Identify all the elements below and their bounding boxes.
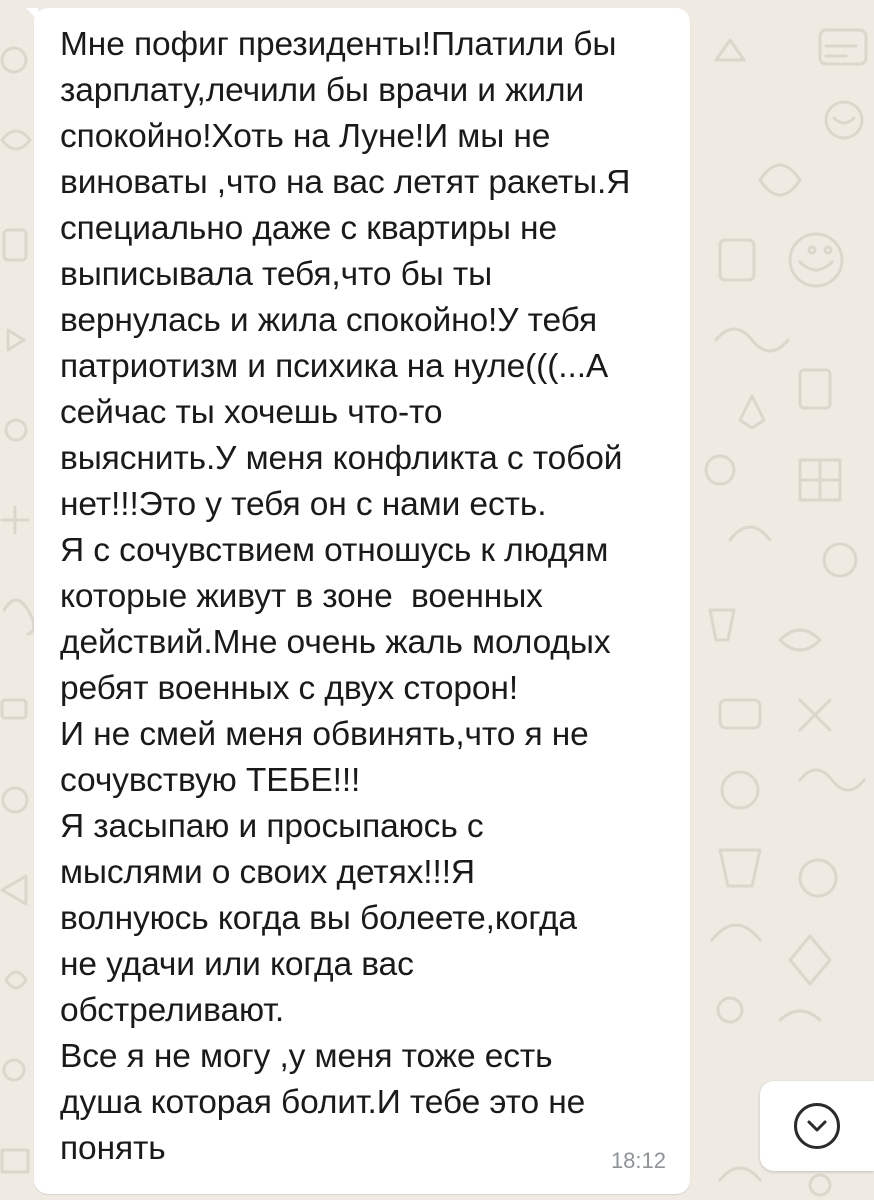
message-line: не удачи или когда вас [60, 946, 414, 983]
message-text [60, 22, 668, 1172]
message-line: волнуюсь когда вы болеете,когда [60, 900, 577, 937]
incoming-message-bubble[interactable] [34, 8, 690, 1194]
message-line: выписывала тебя,что бы ты [60, 256, 493, 293]
message-line: ребят военных с двух сторон! [60, 670, 519, 707]
message-line: мыслями о своих детях!!!Я [60, 854, 476, 891]
message-timestamp: 18:12 [610, 1148, 666, 1173]
message-line: понять [60, 1130, 166, 1167]
message-line: нет!!!Это у тебя он с нами есть. [60, 486, 547, 523]
message-line: действий.Мне очень жаль молодых [60, 624, 611, 661]
message-line: специально даже с квартиры не [60, 210, 557, 247]
message-line: спокойно!Хоть на Луне!И мы не [60, 118, 551, 155]
chevron-down-circle-icon [794, 1103, 840, 1149]
message-line: виноваты ,что на вас летят ракеты.Я [60, 164, 631, 201]
message-line: сейчас ты хочешь что-то [60, 394, 443, 431]
message-line: вернулась и жила спокойно!У тебя [60, 302, 598, 339]
message-line: Все я не могу ,у меня тоже есть [60, 1038, 553, 1075]
message-line: которые живут в зоне военных [60, 578, 543, 615]
message-line: выяснить.У меня конфликта с тобой [60, 440, 623, 477]
bubble-tail [26, 8, 38, 20]
message-line: Я засыпаю и просыпаюсь с [60, 808, 484, 845]
scroll-to-bottom-button[interactable] [760, 1081, 874, 1171]
message-line: сочувствую ТЕБЕ!!! [60, 762, 361, 799]
message-line: патриотизм и психика на нуле(((...А [60, 348, 609, 385]
message-line: И не смей меня обвинять,что я не [60, 716, 589, 753]
message-line: Мне пофиг президенты!Платили бы [60, 26, 617, 63]
message-line: душа которая болит.И тебе это не [60, 1084, 586, 1121]
message-line: обстреливают. [60, 992, 285, 1029]
message-line: зарплату,лечили бы врачи и жили [60, 72, 585, 109]
message-line: Я с сочувствием отношусь к людям [60, 532, 609, 569]
